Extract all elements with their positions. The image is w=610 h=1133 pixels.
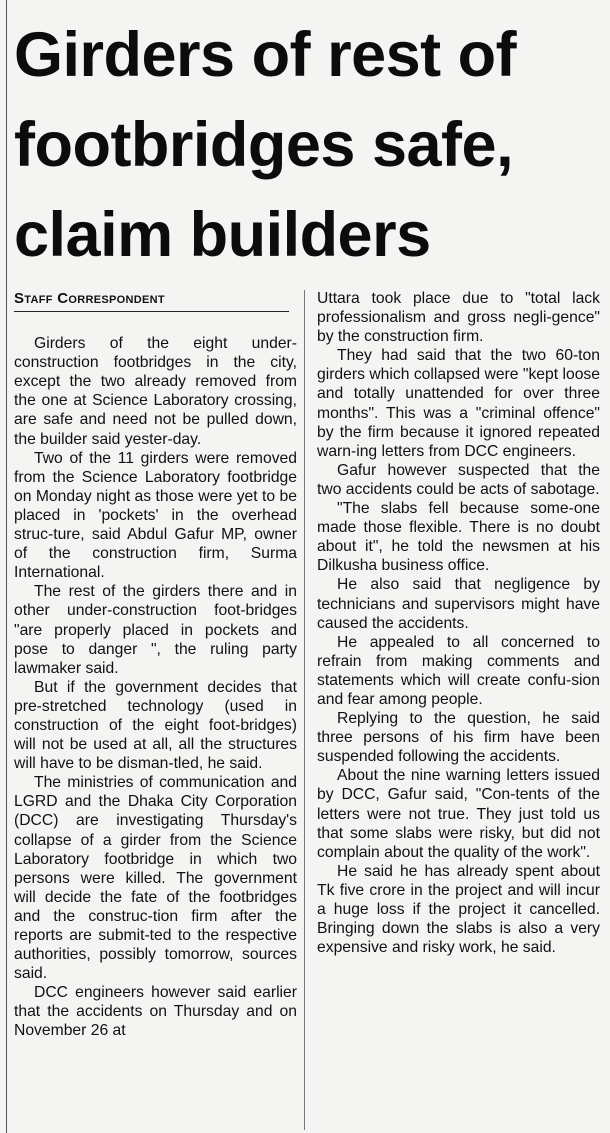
paragraph: Uttara took place due to "total lack professionalism and gross negli-gence" by the construction firm. (317, 290, 600, 346)
paragraph: DCC engineers however said earlier that the accidents on Thursday and on November 26 at (14, 984, 297, 1040)
paragraph: Two of the 11 girders were removed from the Science Laboratory footbridge on Monday night as those were yet to be placed in 'pockets' in the overhead struc-ture, said Abdul Gafur MP, owner of the construction firm, Surma International. (14, 449, 297, 582)
paragraph: They had said that the two 60-ton girders which collapsed were "kept loose and totally unattended for over three months". This was a "criminal offence" by the firm because it ignored repeated warn-ing letters from DCC engineers. (317, 347, 600, 460)
paragraph: Gafur however suspected that the two accidents could be acts of sabotage. (317, 461, 600, 498)
paragraph: "The slabs fell because some-one made those flexible. There is no doubt about it", he told the newsmen at his Dilkusha business office. (317, 500, 600, 575)
headline-line-1: Girders of rest of (14, 20, 517, 90)
paragraph: Girders of the eight under-construction footbridges in the city, except the two already removed from the one at Science Laboratory crossing, are safe and need not be pulled down, the builder said yester-day. (14, 335, 297, 448)
paragraph: He said he has already spent about Tk five crore in the project and will incur a huge loss if the project it cancelled. Bringing down the slabs is also a very expensive and risky work, he said. (317, 862, 600, 957)
paragraph: About the nine warning letters issued by DCC, Gafur said, "Con-tents of the letters were not true. They just told us that some slabs were risky, but did not complain about the quality of the work". (317, 767, 600, 861)
paragraph: He also said that negligence by technicians and supervisors might have caused the accidents. (317, 576, 600, 632)
headline-line-2: footbridges safe, (14, 110, 514, 180)
column-divider (304, 290, 305, 1130)
article-column-right (317, 289, 600, 957)
byline: Staff Correspondent (14, 289, 289, 312)
paragraph: The rest of the girders there and in other under-construction foot-bridges "are properly placed in pockets and pose to danger ", the ruling party lawmaker said. (14, 583, 297, 677)
paragraph: But if the government decides that pre-stretched technology (used in construction of the eight foot-bridges) will not be used at all, all the structures will have to be disman-tled, he said. (14, 678, 297, 773)
headline (14, 10, 606, 280)
article-column-left (14, 289, 297, 1041)
page-edge-rule (6, 0, 7, 1133)
paragraph: Replying to the question, he said three persons of his firm have been suspended following the accidents. (317, 710, 600, 766)
paragraph: The ministries of communication and LGRD and the Dhaka City Corporation (DCC) are investigating Thursday's collapse of a girder from the Science Laboratory footbridge in which two persons were killed. The government will decide the fate of the footbridges and the construc-tion firm after the reports are submit-ted to the respective authorities, possibly tomorrow, sources said. (14, 774, 297, 983)
headline-line-3: claim builders (14, 200, 431, 270)
paragraph: He appealed to all concerned to refrain from making comments and statements which will create confu-sion and fear among people. (317, 633, 600, 708)
